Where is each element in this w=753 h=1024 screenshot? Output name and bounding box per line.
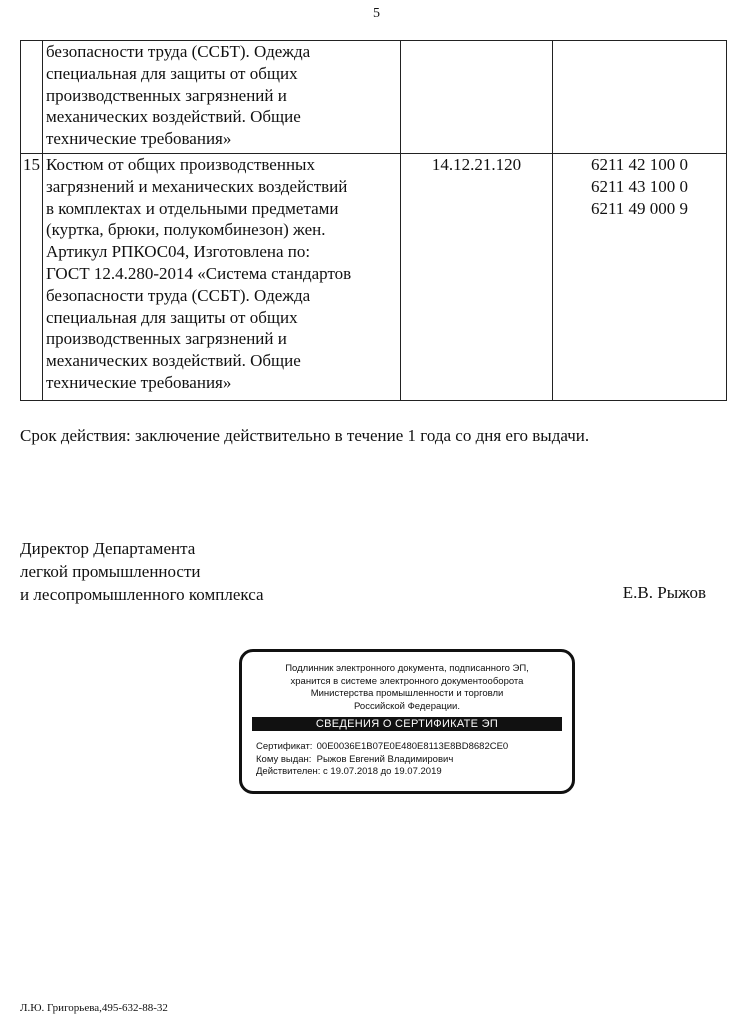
valid-value: с 19.07.2018 до 19.07.2019 xyxy=(323,766,442,777)
product-description: безопасности труда (ССБТ). Одежда специальная для защиты от общих производственных загрязнений и механических воздействий. Общие технические требования» xyxy=(46,42,311,149)
okpd-cell xyxy=(401,154,553,401)
tnved-code: 6211 49 000 9 xyxy=(590,199,689,218)
signer-name: Е.В. Рыжов xyxy=(622,583,706,602)
product-description: Костюм от общих производственных загрязнений и механических воздействий в комплектах и отдельными предметами (куртка, брюки, полукомбинезон) жен. Артикул РПКОС04, Изготовлена по: ГОСТ 12.4.280-2014 «Система стандартов безопасности труда (ССБТ). Одежда специальная для защиты от общих производственных загрязнений и механических воздействий. Общие технические требования» xyxy=(46,155,352,392)
issued-to-label: Кому выдан: xyxy=(256,753,312,765)
stamp-header-line: Подлинник электронного документа, подписанного ЭП, xyxy=(285,663,529,674)
valid-label: Действителен: xyxy=(256,766,321,777)
validity-statement: Срок действия: заключение действительно в течение 1 года со дня его выдачи. xyxy=(20,426,590,445)
electronic-signature-stamp xyxy=(239,649,575,794)
stamp-header xyxy=(242,663,572,713)
page-number: 5 xyxy=(373,6,380,21)
stamp-details xyxy=(256,741,572,779)
row-number-cell xyxy=(21,41,43,154)
tnved-code: 6211 42 100 0 xyxy=(590,155,689,174)
certificate-row xyxy=(256,741,572,754)
row-number: 15 xyxy=(23,155,40,174)
signer-position-line: легкой промышленности xyxy=(20,562,201,581)
description-cell xyxy=(43,154,401,401)
footer-contact: Л.Ю. Григорьева,495-632-88-32 xyxy=(20,1002,168,1014)
table-row xyxy=(21,154,727,401)
okpd-cell xyxy=(401,41,553,154)
tnved-cell xyxy=(553,41,727,154)
row-number-cell xyxy=(21,154,43,401)
tnved-cell xyxy=(553,154,727,401)
stamp-title: СВЕДЕНИЯ О СЕРТИФИКАТЕ ЭП xyxy=(252,717,562,731)
valid-row xyxy=(256,766,572,779)
products-table xyxy=(20,40,727,401)
okpd-code: 14.12.21.120 xyxy=(431,155,522,174)
certificate-value: 00E0036E1B07E0E480E8113E8BD8682CE0 xyxy=(316,741,509,752)
signer-position-line: и лесопромышленного комплекса xyxy=(20,585,264,604)
stamp-header-line: Российской Федерации. xyxy=(354,700,460,712)
signer-position-line: Директор Департамента xyxy=(20,539,196,558)
issued-to-row xyxy=(256,754,572,767)
issued-to-value: Рыжов Евгений Владимирович xyxy=(316,753,454,765)
description-cell xyxy=(43,41,401,154)
signer-position xyxy=(20,537,264,606)
stamp-header-line: Министерства промышленности и торговли xyxy=(310,688,504,699)
stamp-header-line: хранится в системе электронного документооборота xyxy=(290,675,524,687)
table-row xyxy=(21,41,727,154)
tnved-code: 6211 43 100 0 xyxy=(590,177,689,196)
certificate-label: Сертификат: xyxy=(256,741,313,752)
